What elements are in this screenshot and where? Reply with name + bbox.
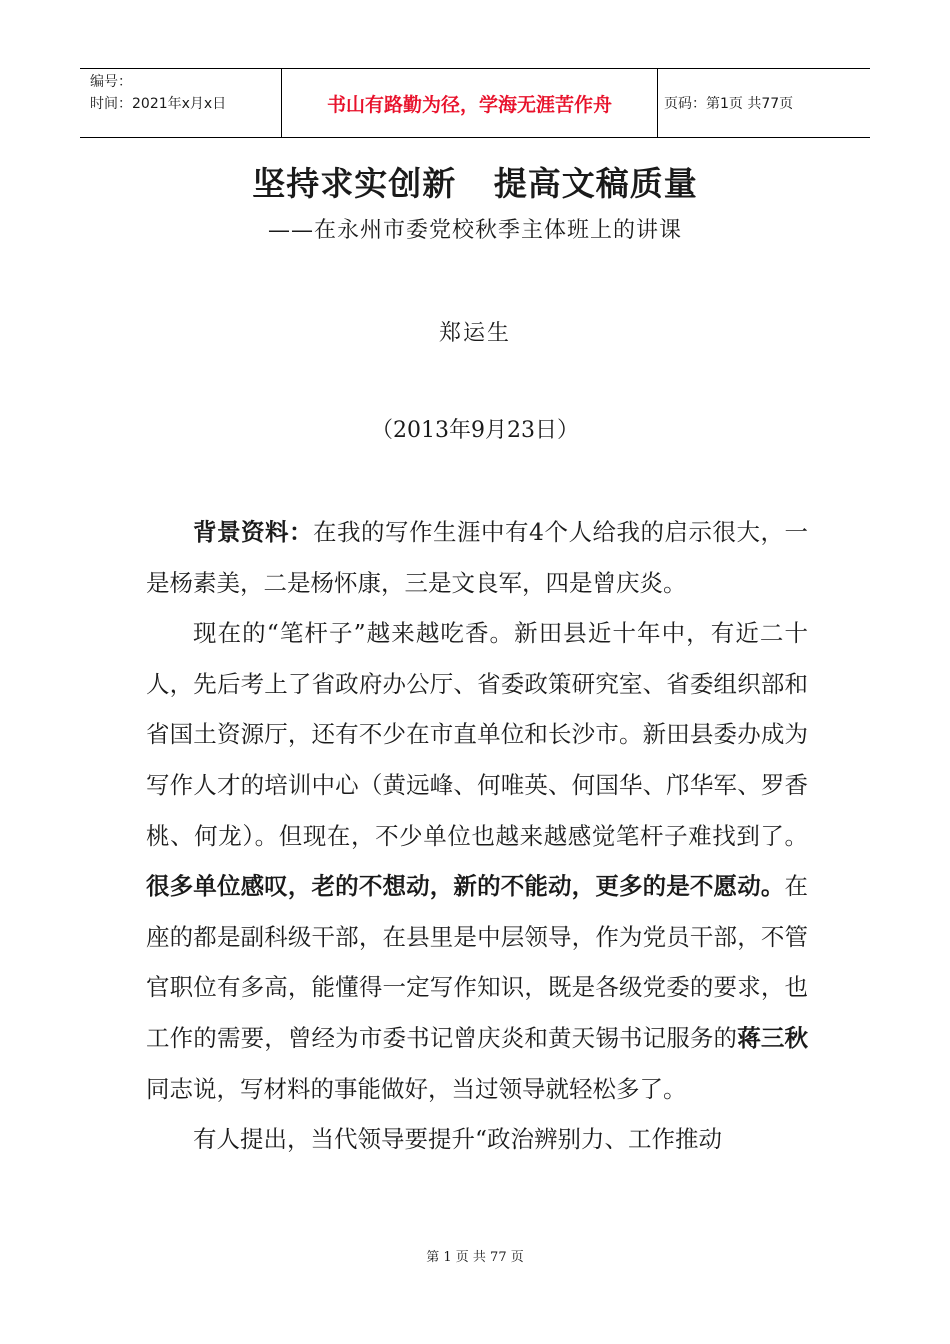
paragraph-text: 在座的都是副科级干部，在县里是中层领导，作为党员干部，不管官职位有多高，能懂得一定写作知识，既是各级党委的要求，也工作的需要，曾经为市委书记曾庆炎和黄天锡书记服务的 [146,872,808,1052]
page-footer: 第 1 页 共 77 页 [426,1250,524,1265]
header-table [80,68,870,138]
motto-text: 书山有路勤为径，学海无涯苦作舟 [326,93,612,116]
number-label: 编号： [90,74,132,90]
paragraph-background [146,507,808,608]
author-name: 郑运生 [438,321,511,346]
bold-name: 蒋三秋 [737,1023,808,1052]
paragraph-text: 同志说，写材料的事能做好，当过领导就轻松多了。 [146,1074,687,1103]
document-title: 坚持求实创新 提高文稿质量 [252,164,698,203]
page-info-cell [658,69,870,137]
page-info: 页码：第1页 共77页 [664,96,794,112]
paragraph-main [146,608,808,1114]
paragraph-text: 在我的写作生涯中有4个人给我的启示很大，一是杨素美，二是杨怀康，三是文良军，四是曾庆炎。 [146,518,809,597]
bold-emphasis: 很多单位感叹，老的不想动，新的不能动，更多的是不愿动。 [146,872,785,901]
document-subtitle: ——在永州市委党校秋季主体班上的讲课 [267,218,682,243]
time-label: 时间：2021年x月x日 [90,96,227,112]
bold-lead: 背景资料： [193,518,314,546]
motto-cell [282,69,658,137]
paragraph-text: 现在的“笔杆子”越来越吃香。新田县近十年中，有近二十人，先后考上了省政府办公厅、省委政策研究室、省委组织部和省国土资源厅，还有不少在市直单位和长沙市。新田县委办成为写作人才的培训中心（黄远峰、何唯英、何国华、邝华军、罗香桃、何龙）。但现在，不少单位也越来越感觉笔杆子难找到了。 [146,619,808,850]
paragraph-last [146,1114,808,1165]
header-meta-cell [80,69,282,137]
paragraph-text: 有人提出，当代领导要提升“政治辨别力、工作推动 [193,1125,723,1154]
body-text [146,507,808,1165]
document-date: （2013年9月23日） [371,418,579,443]
